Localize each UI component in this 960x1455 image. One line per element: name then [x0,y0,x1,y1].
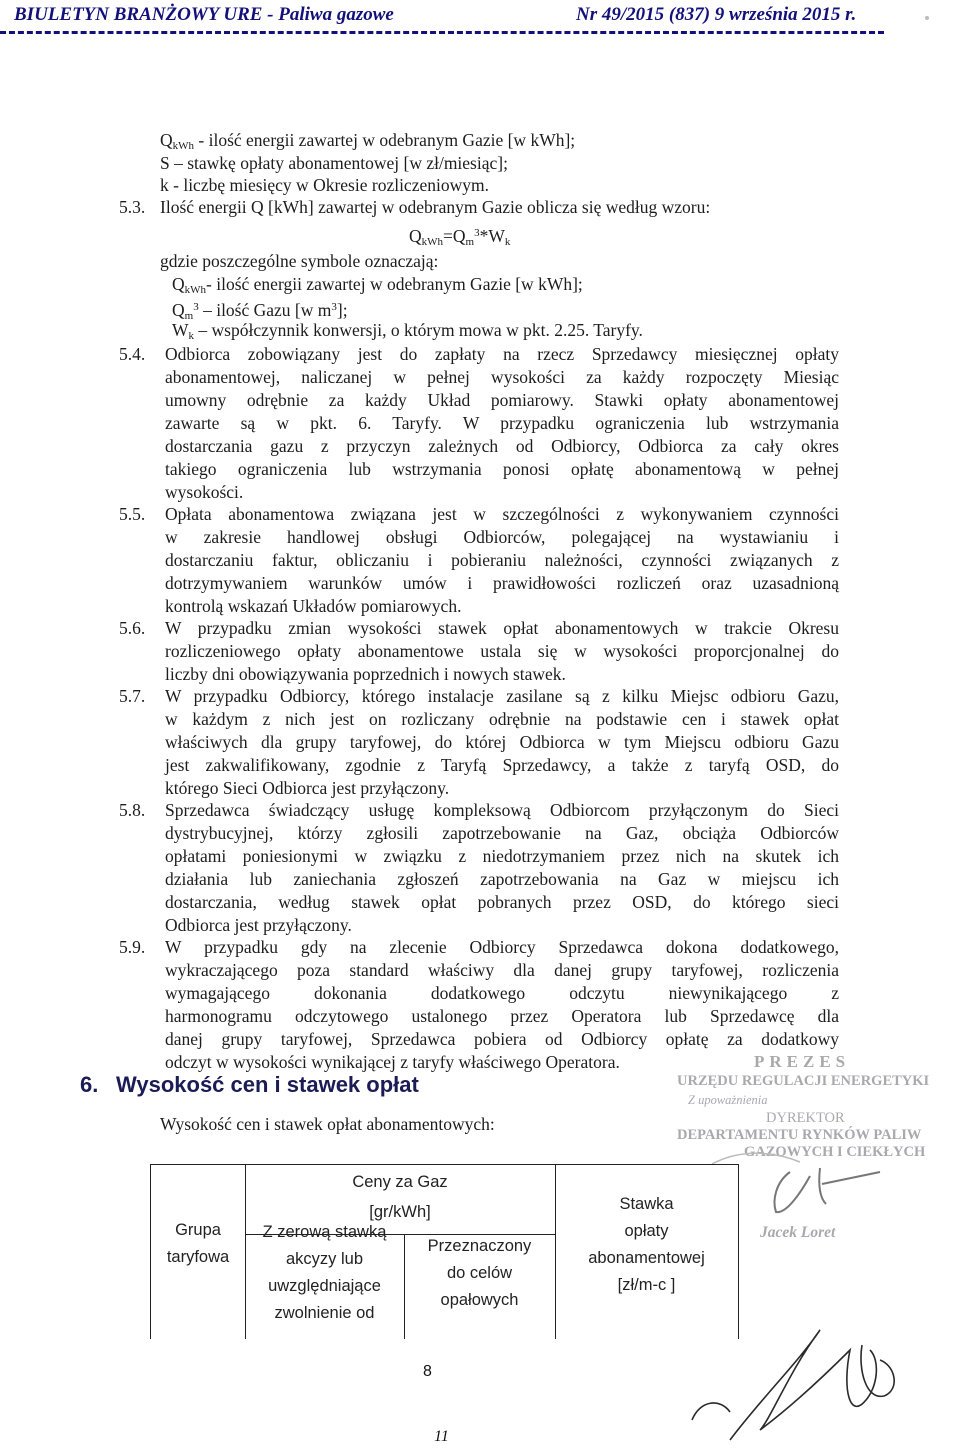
header-przeznaczony: Przeznaczony do celów opałowych [427,1237,532,1309]
paragraph-line: dostarczania, według stawek opłat pobranych przez OSD, do którego sieci [165,892,839,912]
definition-qkwh: $Q_{kWh}$ - ilość energii zawartej w odebranym Gazie [w kWh]; [160,130,576,152]
definition-qm3: $Q_m^3$ – ilość Gazu [w $m^3$]; [172,300,348,322]
definition-s: S – stawkę opłaty abonamentowej [w zł/miesiąc]; [160,153,508,173]
paragraph-line: rozliczeniowego opłaty abonamentowe ustala się w wysokości proporcjonalnej do [165,641,839,661]
paragraph-line: dystrybucyjnej, którzy zgłosili zapotrzebowanie na Gaz, obciąża Odbiorców [165,823,839,843]
header-zerowa-stawka: Z zerową stawką akcyzy lub uwzględniające zwolnienie od [262,1223,387,1322]
paragraph-line: Sprzedawca świadczący usługę kompleksową Odbiorcom przyłączonym do Sieci [165,800,839,820]
section-number: 5.7. [119,686,146,706]
section-number: 5.8. [119,800,146,820]
paragraph-line: którego Sieci Odbiorca jest przyłączony. [165,778,450,798]
symbols-intro: gdzie poszczególne symbole oznaczają: [160,251,439,271]
definition-k: k - liczbę miesięcy w Okresie rozliczeniowym. [160,175,489,195]
paragraph-line: Odbiorca zobowiązany jest do zapłaty na rzecz Sprzedawcy miesięcznej opłaty [165,344,839,364]
issue-number: Nr 49/2015 (837) 9 września 2015 r. [576,4,857,25]
paragraph-line: dostarczania gazu z przyczyn zależnych od Odbiorcy, Odbiorca za cały okres [165,436,839,456]
paragraph-line: opłatami poniesionymi w związku z niedotrzymaniem przez nich na skutek ich [165,846,839,866]
section-text: Ilość energii Q [kWh] zawartej w odebranym Gazie oblicza się według wzoru: [160,197,711,217]
definition-qkwh: $Q_{kWh}-$ ilość energii zawartej w odebranym Gazie [w kWh]; [172,274,583,296]
paragraph-line: harmonogramu odczytowego ustalonego przez Operatora lub Sprzedawcę dla [165,1006,839,1026]
section-number: 5.6. [119,618,146,638]
paragraph-line: dostarczaniu faktur, obliczaniu i pobieraniu należności, czynności związanych z [165,550,839,570]
stamp-director: DYREKTOR [766,1110,845,1126]
stamp-office: URZĘDU REGULACJI ENERGETYKI [677,1073,930,1089]
stamp-prezes: PREZES [754,1052,851,1071]
paragraph-line: zawarte są w pkt. 6. Taryfy. W przypadku ograniczenia lub wstrzymania [165,413,839,433]
paragraph-line: działania lub zaniechania zgłoszeń zapotrzebowania na Gaz w miejscu ich [165,869,839,889]
paragraph-line: wykraczającego poza standard właściwy dla danej grupy taryfowej, rozliczenia [165,960,839,980]
paragraph-line: W przypadku Odbiorcy, którego instalacje zasilane są z kilku Miejsc odbioru Gazu, [165,686,839,706]
stamp-department: DEPARTAMENTU RYNKÓW PALIW [677,1127,922,1143]
bulletin-title: BIULETYN BRANŻOWY URE - Paliwa gazowe [14,4,394,25]
paragraph-line: umowny odrębnie za każdy Układ pomiarowy. Stawki opłaty abonamentowej [165,390,839,410]
paragraph-line: jest zakwalifikowany, zgodnie z Taryfą Sprzedawcy, a także z taryfą OSD, do [165,755,839,775]
section-6-number: 6. [80,1072,99,1097]
paragraph-line: w każdym z nich jest on rozliczany odrębnie na podstawie cen i stawek opłat [165,709,839,729]
paragraph-line: w zakresie handlowej obsługi Odbiorców, polegającej na wystawianiu i [165,527,839,547]
header-stawka-oplaty: Stawka opłaty abonamentowej [zł/m-c ] [588,1195,705,1294]
section-number: 5.4. [119,344,146,364]
page-number: 8 [423,1363,432,1380]
header-grupa-taryfowa: Grupa taryfowa [166,1221,230,1266]
paragraph-line: dotrzymywaniem warunków umów i prawidłowości rozliczeń oraz uzasadnioną [165,573,839,593]
paragraph-line: Opłata abonamentowa związana jest w szczególności z wykonywaniem czynności [165,504,839,524]
paragraph-line: kontrolą wskazań Układów pomiarowych. [165,596,462,616]
paragraph-line: wysokości. [165,482,244,502]
section-6-intro: Wysokość cen i stawek opłat abonamentowych: [160,1114,495,1134]
section-number: 5.3. [119,197,146,217]
stamp-authorization: Z upoważnienia [688,1093,768,1107]
section-number: 5.5. [119,504,146,524]
paragraph-line: właściwych dla grupy taryfowej, do której Odbiorca w tym Miejscu odbioru Gazu [165,732,839,752]
paragraph-line: Odbiorca jest przyłączony. [165,915,352,935]
paragraph-line: danej grupy taryfowej, Sprzedawca pobiera od Odbiorcy opłatę za dodatkowy [165,1029,839,1049]
page-number-2: 11 [434,1428,449,1445]
tariff-table [150,1164,739,1339]
stamp-department-2: GAZOWYCH I CIEKŁYCH [744,1144,926,1160]
definition-wk: $W_k$ – współczynnik konwersji, o którym mowa w pkt. 2.25. Taryfy. [172,320,643,342]
stamp-name: Jacek Loret [760,1224,836,1241]
section-6-title: Wysokość cen i stawek opłat [116,1072,419,1097]
paragraph-line: wymagającego dokonania dodatkowego odczytu niewynikającego z [165,983,839,1003]
header-ceny-za-gaz: Ceny za Gaz [gr/kWh] [352,1173,448,1221]
paragraph-line: liczby dni obowiązywania poprzednich i nowych stawek. [165,664,566,684]
paragraph-line: W przypadku zmian wysokości stawek opłat abonamentowych w trakcie Okresu [165,618,839,638]
formula: $Q_{kWh}=Q_m^3*W_k$ [409,226,511,248]
section-number: 5.9. [119,937,146,957]
paragraph-line: W przypadku gdy na zlecenie Odbiorcy Sprzedawca dokona dodatkowego, [165,937,839,957]
paragraph-line: odczyt w wysokości wynikającej z taryfy właściwego Operatora. [165,1052,620,1072]
paragraph-line: abonamentowej, naliczanej w pełnej wysokości za każdy rozpoczęty Miesiąc [165,367,839,387]
paragraph-line: takiego ograniczenia lub wstrzymania ponosi opłatę abonamentową w pełnej [165,459,839,479]
